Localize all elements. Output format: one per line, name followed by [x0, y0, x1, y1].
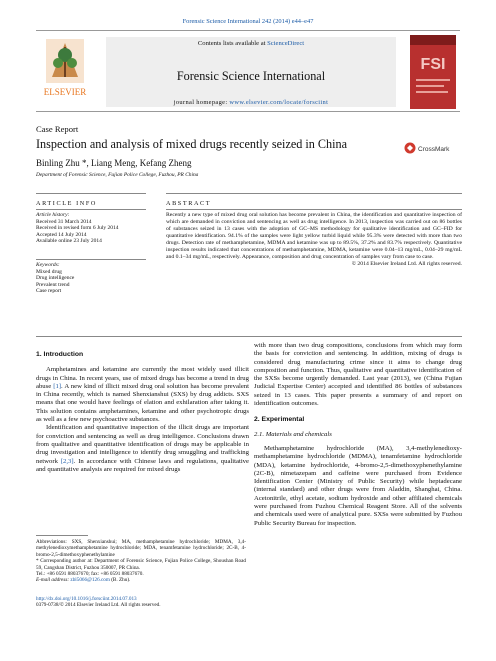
footnote-rule	[36, 535, 88, 536]
abstract-text	[166, 212, 462, 268]
crossmark-label: CrossMark	[418, 146, 450, 153]
article-info-rule	[36, 193, 146, 194]
journal-name: Forensic Science International	[176, 69, 326, 83]
abbreviations-footnote: Abbreviations: SXS, Shenxianshui; MA, methamphetamine hydrochloride; MDMA, 3,4-methylenedioxymethamphetamine hydrochloride; MDA, tenamfetamine hydrochloride; 2C-B, 4-bromo-2,5-dimethoxyphenethylamine	[36, 539, 246, 558]
sciencedirect-link[interactable]: ScienceDirect	[267, 40, 305, 47]
keyword: Prevalent trend	[36, 281, 70, 288]
keywords-heading: Keywords:	[36, 262, 60, 268]
footnotes	[36, 539, 246, 584]
homepage-link[interactable]: www.elsevier.com/locate/forsciint	[229, 99, 329, 106]
history-item: Received in revised form 6 July 2014	[36, 225, 119, 232]
issn-line: 0379-0738/© 2014 Elsevier Ireland Ltd. All rights reserved.	[36, 602, 161, 609]
corresponding-footnote: * Corresponding author at: Department of Forensic Science, Fujian Police College, Shoushan Road 59, Cangshan District, Fuzhou 350007, PR China.	[36, 558, 246, 571]
keywords	[36, 262, 146, 295]
elsevier-logo	[40, 37, 90, 99]
section-heading: 2. Experimental	[254, 416, 305, 424]
header-bottom-rule	[36, 336, 462, 337]
authors: Binling Zhu *, Liang Meng, Kefang Zheng	[36, 158, 192, 168]
history-item: Available online 23 July 2014	[36, 238, 102, 245]
citation-link[interactable]: [1]	[53, 382, 62, 390]
materials-paragraph: Methamphetamine hydrochloride (MA), 3,4-methylenedioxy-methamphetamine hydrochloride (MDMA), tenamfetamine hydrochloride (MDA), ketamine hydrochloride, 4-bromo-2,5-dimethoxyphenethylamine (2C-B), nimetazepam and caffeine were purchased from Evidence Identification Center (Ministry of Public Security) while heptadecane (internal standard) and other drugs were from Aladdin, Shanghai, China. Acetonitrile, ethyl acetate, sodium hydroxide and other affiliated chemicals were purchased from Fuzhou Chemical Reagent Store. All of the solvents and chemicals used were of analytical pure. SXSs were submitted by Fuzhou Public Security Bureau for inspection.	[254, 444, 462, 527]
copyright: © 2014 Elsevier Ireland Ltd. All rights reserved.	[351, 261, 462, 268]
abstract-rule-2	[166, 209, 462, 210]
intro-paragraph-1: Amphetamines and ketamine are currently the most widely used illicit drugs in China. In recent years, use of mixed drugs has become a trend in drug abuse [1]. A new kind of illicit mixed drug oral solution has become prevalent in China recently, which is named Shenxianshui (SXS) by drug addicts. SXS means that one would have feelings of elation and exhilaration after taking it. This solution contains amphetamines, ketamine and other psychotropic drugs as well as a few new psychoactive substances.	[36, 366, 249, 424]
abstract-body: Recently a new type of mixed drug oral solution has become prevalent in China, the identification and quantitative inspection of which are demanded in conviction and sentencing as well as drug intelligence. In 2013, inspection was carried out on 86 bottles of substances seized in 13 cases with the adoption of GC–MS methodology for qualitative identification and GC–FID for quantitative identification. 94.1% of the samples were light yellow turbid liquid while 95.3% were detected with more than two drugs. Detection rate of methamphetamine, MDMA and ketamine was up to 89.5%, 37.2% and 83.7% respectively. Quantitative inspection results indicated that concentrations of methamphetamine, MDMA, ketamine were 0.04–13 mg/mL, 0.04–29 mg/mL and 0.1–34 mg/mL, respectively. Appearance, composition and drug concentration of samples vary from case to case.	[166, 212, 462, 261]
crossmark-badge[interactable]	[404, 141, 464, 155]
section-heading: 1. Introduction	[36, 351, 84, 358]
contents-line: Contents lists available at ScienceDirect	[197, 40, 305, 47]
journal-banner	[36, 30, 460, 112]
article-info-rule-2	[36, 209, 146, 210]
homepage-line: journal homepage: www.elsevier.com/locate/forsciint	[173, 99, 329, 106]
email-footnote: E-mail address: zbl5066@126.com (B. Zhu).	[36, 577, 131, 584]
phone-footnote: Tel.: +86 0591 88037670; fax: +86 0591 88037670.	[36, 571, 144, 578]
info-divider	[36, 259, 146, 260]
email-link[interactable]: zbl5066@126.com	[70, 577, 110, 584]
article-type: Case Report	[36, 124, 79, 134]
article-info-label: ARTICLE INFO	[36, 200, 97, 207]
keyword: Case report	[36, 288, 62, 295]
banner-center	[106, 37, 396, 107]
publisher-name: ELSEVIER	[43, 87, 87, 97]
citation-link[interactable]: [2,3]	[60, 457, 74, 465]
cover-letters: FSI	[420, 56, 446, 73]
intro-paragraph-2: Identification and quantitative inspection of the illicit drugs are important for conviction and sentencing as well as drug intelligence. Conclusions drawn from qualitative and quantitative identification of drugs may be applicable in drug investigation and intelligence to identify drug smuggling and trafficking network [2,3]. In accordance with Chinese laws and regulations, qualitative and quantitative analysis are required for mixed drugs	[36, 424, 249, 473]
keyword: Mixed drug	[36, 268, 62, 275]
intro-continued: with more than two drug compositions, conclusions from which may form the basis for conviction and sentencing. In addition, mixing of drugs is considered drug manufacturing crime since it aims to change drug composition and function. Thus, qualitative and quantitative identification of the SXSs become urgently demanded. Last year (2013), we (China Fujian Judicial Expertise Center) accepted and identified 86 bottles of substances seized in 13 cases. This paper presents a summary of and report on identification outcomes.	[254, 342, 462, 408]
article-title: Inspection and analysis of mixed drugs recently seized in China	[36, 137, 348, 151]
doi-link[interactable]: http://dx.doi.org/10.1016/j.forsciint.2014.07.013	[36, 596, 137, 602]
abstract-label: ABSTRACT	[166, 200, 212, 207]
affiliation: Department of Forensic Science, Fujian Police College, Fuzhou, PR China	[36, 172, 199, 178]
abstract-rule	[166, 193, 462, 194]
publication-footer	[36, 596, 246, 609]
right-column	[254, 342, 462, 528]
history-heading: Article history:	[36, 212, 70, 218]
journal-cover-image	[410, 35, 456, 109]
left-column	[36, 351, 249, 474]
history-item: Accepted 14 July 2014	[36, 231, 87, 238]
subsection-heading: 2.1. Materials and chemicals	[254, 430, 332, 438]
keyword: Drug intelligence	[36, 275, 75, 282]
history-item: Received 31 March 2014	[36, 218, 92, 225]
article-history	[36, 212, 146, 245]
running-head: Forensic Science International 242 (2014) e44–e47	[182, 18, 314, 25]
